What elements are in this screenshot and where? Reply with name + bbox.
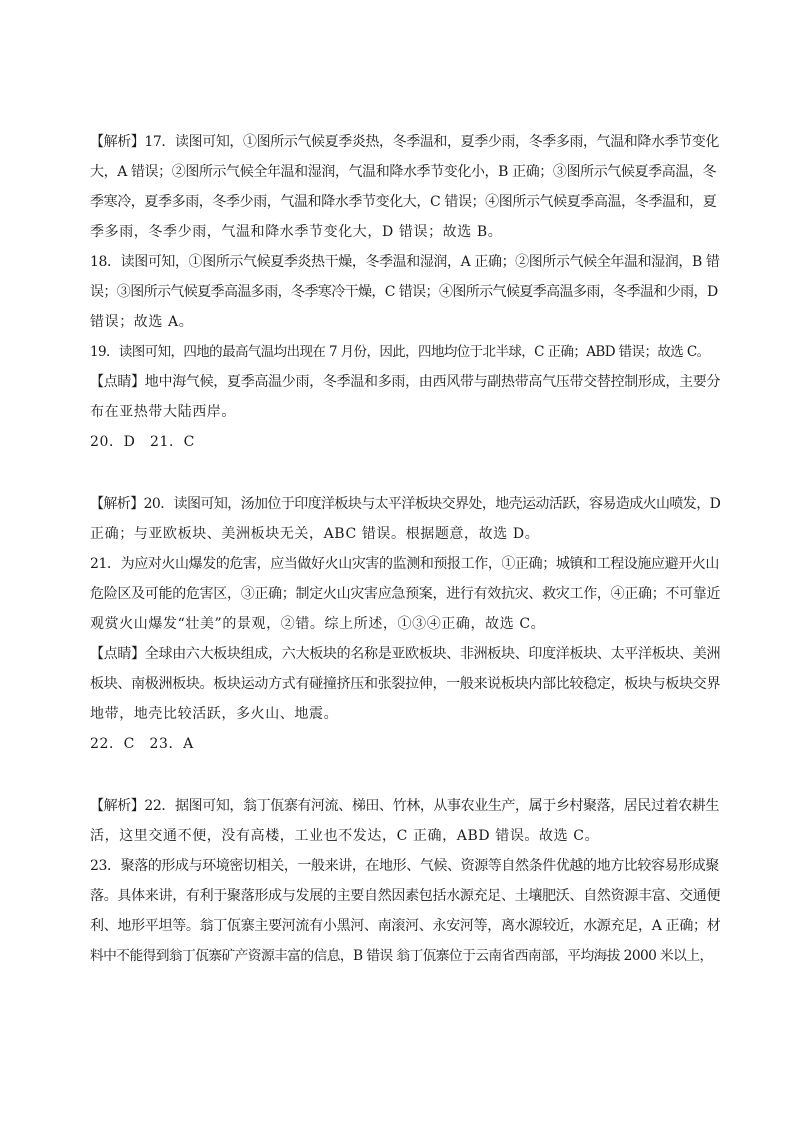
text-line: 【解析】20．读图可知，汤加位于印度洋板块与太平洋板块交界处，地壳运动活跃，容易造成火山喷发，D — [90, 496, 721, 512]
text-line: 21．为应对火山爆发的危害，应当做好火山灾害的监测和预报工作，①正确；城镇和工程设施应避开火山 — [90, 556, 720, 572]
text-line: 【点睛】全球由六大板块组成，六大板块的名称是亚欧板块、非洲板块、印度洋板块、太平洋板块、美洲 — [90, 646, 721, 662]
section-gap — [90, 759, 720, 791]
text-line: 布在亚热带大陆西岸。 — [90, 404, 236, 420]
text-line: 误；③图所示气候夏季高温多雨，冬季寒冷干燥，C 错误；④图所示气候夏季高温多雨，冬季温和少雨，D — [90, 284, 718, 300]
text-line: 22．C 23．A — [90, 736, 194, 752]
text-line: 【解析】22．据图可知，翁丁佤寨有河流、梯田、竹林，从事农业生产，属于乡村聚落，居民过着农耕生 — [90, 798, 720, 814]
text-line: 地带，地壳比较活跃，多火山、地震。 — [90, 706, 339, 722]
section-gap — [90, 457, 720, 489]
text-line: 20．D 21．C — [90, 434, 195, 450]
text-line: 大，A 错误；②图所示气候全年温和湿润，气温和降水季节变化小，B 正确；③图所示气候夏季高温，冬 — [90, 164, 717, 180]
text-line: 利、地形平坦等。翁丁佤寨主要河流有小黑河、南滚河、永安河等，离水源较近，水源充足，A 正确；材 — [90, 918, 721, 934]
text-line: 季寒冷，夏季多雨，冬季少雨，气温和降水季节变化大，C 错误；④图所示气候夏季高温，冬季温和，夏 — [90, 194, 717, 210]
text-line: 19．读图可知，四地的最高气温均出现在 7 月份，因此，四地均位于北半球，C 正确；ABD 错误；故选 C。 — [90, 344, 710, 360]
text-line: 季多雨，冬季少雨，气温和降水季节变化大，D 错误；故选 B。 — [90, 224, 503, 240]
text-line: 18．读图可知，①图所示气候夏季炎热干燥，冬季温和湿润，A 正确；②图所示气候全年温和湿润，B 错 — [90, 254, 720, 270]
text-line: 23．聚落的形成与环境密切相关，一般来讲，在地形、气候、资源等自然条件优越的地方比较容易形成聚 — [90, 858, 720, 874]
text-line: 落。具体来讲，有利于聚落形成与发展的主要自然因素包括水源充足、土壤肥沃、自然资源丰富、交通便 — [90, 888, 721, 904]
text-line: 【点睛】地中海气候，夏季高温少雨，冬季温和多雨，由西风带与副热带高气压带交替控制形成，主要分 — [90, 374, 721, 390]
text-line: 【解析】17．读图可知，①图所示气候夏季炎热，冬季温和，夏季少雨，冬季多雨，气温和降水季节变化 — [90, 134, 720, 150]
text-line: 板块、南极洲板块。板块运动方式有碰撞挤压和张裂拉伸，一般来说板块内部比较稳定，板块与板块交界 — [90, 676, 721, 692]
answer-text-block — [90, 127, 720, 971]
text-line: 活，这里交通不便，没有高楼，工业也不发达，C 正确，ABD 错误。故选 C。 — [90, 828, 600, 844]
text-line: 正确；与亚欧板块、美洲板块无关，ABC 错误。根据题意，故选 D。 — [90, 526, 540, 542]
text-line: 观赏火山爆发“壮美”的景观，②错。综上所述，①③④正确，故选 C。 — [90, 616, 546, 632]
text-line: 危险区及可能的危害区，③正确；制定火山灾害应急预案，进行有效抗灾、救灾工作，④正确；不可靠近 — [90, 586, 721, 602]
text-line: 料中不能得到翁丁佤寨矿产资源丰富的信息，B 错误 翁丁佤寨位于云南省西南部，平均海拔 2000 米以上， — [90, 948, 713, 964]
text-line: 错误；故选 A。 — [90, 314, 194, 330]
